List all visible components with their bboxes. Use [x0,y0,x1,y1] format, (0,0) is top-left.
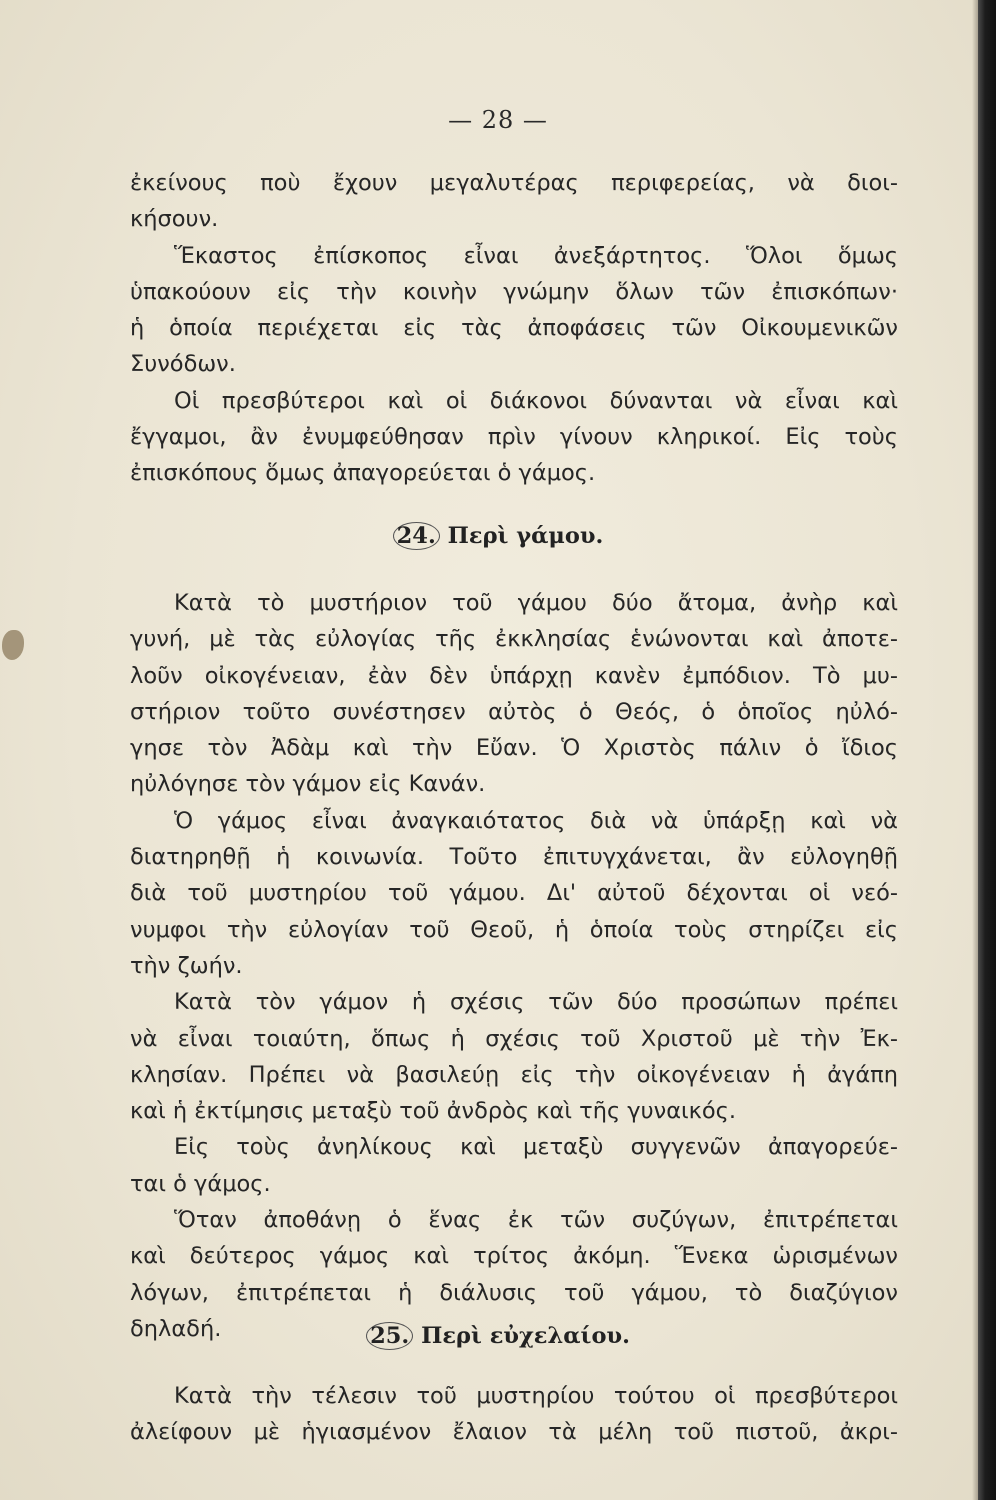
section-number: 24. [393,522,440,550]
text-line: κήσουν. [130,206,219,233]
text-line: κλησίαν. Πρέπει νὰ βασιλεύῃ εἰς τὴν οἰκογένειαν ἡ ἀγάπη [130,1061,898,1088]
text-block-unction [130,1378,898,1451]
text-line: ἔγγαμοι, ἂν ἐνυμφεύθησαν πρὶν γίνουν κληρικοί. Εἰς τοὺς [130,424,898,451]
text-line: Εἰς τοὺς ἀνηλίκους καὶ μεταξὺ συγγενῶν ἀπαγορεύε- [174,1134,898,1161]
text-line: γησε τὸν Ἀδὰμ καὶ τὴν Εὔαν. Ὁ Χριστὸς πάλιν ὁ ἴδιος [130,735,898,762]
text-line: Συνόδων. [130,351,236,378]
text-line: ἐπισκόπους ὅμως ἀπαγορεύεται ὁ γάμος. [130,460,596,487]
page-number: — 28 — [448,106,548,134]
text-line: τὴν ζωήν. [130,952,243,979]
text-line: νὰ εἶναι τοιαύτη, ὅπως ἡ σχέσις τοῦ Χριστοῦ μὲ τὴν Ἐκ- [130,1025,898,1052]
text-line: Ὁ γάμος εἶναι ἀναγκαιότατος διὰ νὰ ὑπάρξῃ καὶ νὰ [174,807,898,834]
paper-stain [2,630,24,660]
text-line: λόγων, ἐπιτρέπεται ἡ διάλυσις τοῦ γάμου, τὸ διαζύγιον [130,1279,898,1306]
text-line: διὰ τοῦ μυστηρίου τοῦ γάμου. Δι' αὐτοῦ δέχονται οἱ νεό- [130,880,898,907]
text-line: διατηρηθῇ ἡ κοινωνία. Τοῦτο ἐπιτυγχάνεται, ἂν εὐλογηθῇ [130,844,898,871]
section-heading-unction [0,1322,996,1350]
section-heading-marriage [0,522,996,550]
text-line: Κατὰ τὸ μυστήριον τοῦ γάμου δύο ἄτομα, ἀνὴρ καὶ [174,590,898,616]
text-line: Κατὰ τὴν τέλεσιν τοῦ μυστηρίου τούτου οἱ πρεσβύτεροι [174,1383,898,1409]
text-line: λοῦν οἰκογένειαν, ἐὰν δὲν ὑπάρχῃ κανὲν ἐμπόδιον. Τὸ μυ- [130,662,898,689]
text-line: ται ὁ γάμος. [130,1170,271,1197]
text-block-intro [130,165,898,492]
text-line: ηὐλόγησε τὸν γάμον εἰς Κανάν. [130,771,486,798]
section-title: Περὶ γάμου. [447,523,604,549]
section-title: Περὶ εὐχελαίου. [421,1323,630,1349]
text-line: δηλαδή. [130,1315,222,1342]
text-line: καὶ ἡ ἐκτίμησις μεταξὺ τοῦ ἀνδρὸς καὶ τῆς γυναικός. [130,1098,737,1125]
text-line: Ὅταν ἀποθάνῃ ὁ ἕνας ἐκ τῶν συζύγων, ἐπιτρέπεται [174,1207,898,1234]
book-spine [978,0,996,1500]
text-line: ἡ ὁποία περιέχεται εἰς τὰς ἀποφάσεις τῶν Οἰκουμενικῶν [130,315,898,342]
text-line: ὑπακούουν εἰς τὴν κοινὴν γνώμην ὅλων τῶν ἐπισκόπων· [130,278,898,305]
text-line: νυμφοι τὴν εὐλογίαν τοῦ Θεοῦ, ἡ ὁποία τοὺς στηρίζει εἰς [130,916,898,943]
section-number: 25. [366,1322,413,1350]
text-line: ἀλείφουν μὲ ἡγιασμένον ἔλαιον τὰ μέλη τοῦ πιστοῦ, ἀκρι- [130,1419,898,1446]
text-line: Ἕκαστος ἐπίσκοπος εἶναι ἀνεξάρτητος. Ὅλοι ὅμως [174,242,898,269]
text-block-marriage [130,585,898,1347]
text-line: καὶ δεύτερος γάμος καὶ τρίτος ἀκόμη. Ἕνεκα ὡρισμένων [130,1243,898,1270]
text-line: Οἱ πρεσβύτεροι καὶ οἱ διάκονοι δύνανται νὰ εἶναι καὶ [174,387,898,414]
text-line: Κατὰ τὸν γάμον ἡ σχέσις τῶν δύο προσώπων πρέπει [174,989,898,1016]
text-line: γυνή, μὲ τὰς εὐλογίας τῆς ἐκκλησίας ἑνώνονται καὶ ἀποτε- [130,626,898,653]
text-line: στήριον τοῦτο συνέστησεν αὐτὸς ὁ Θεός, ὁ ὁποῖος ηὐλό- [130,698,898,725]
text-line: ἐκείνους ποὺ ἔχουν μεγαλυτέρας περιφερείας, νὰ διοι- [130,170,898,196]
